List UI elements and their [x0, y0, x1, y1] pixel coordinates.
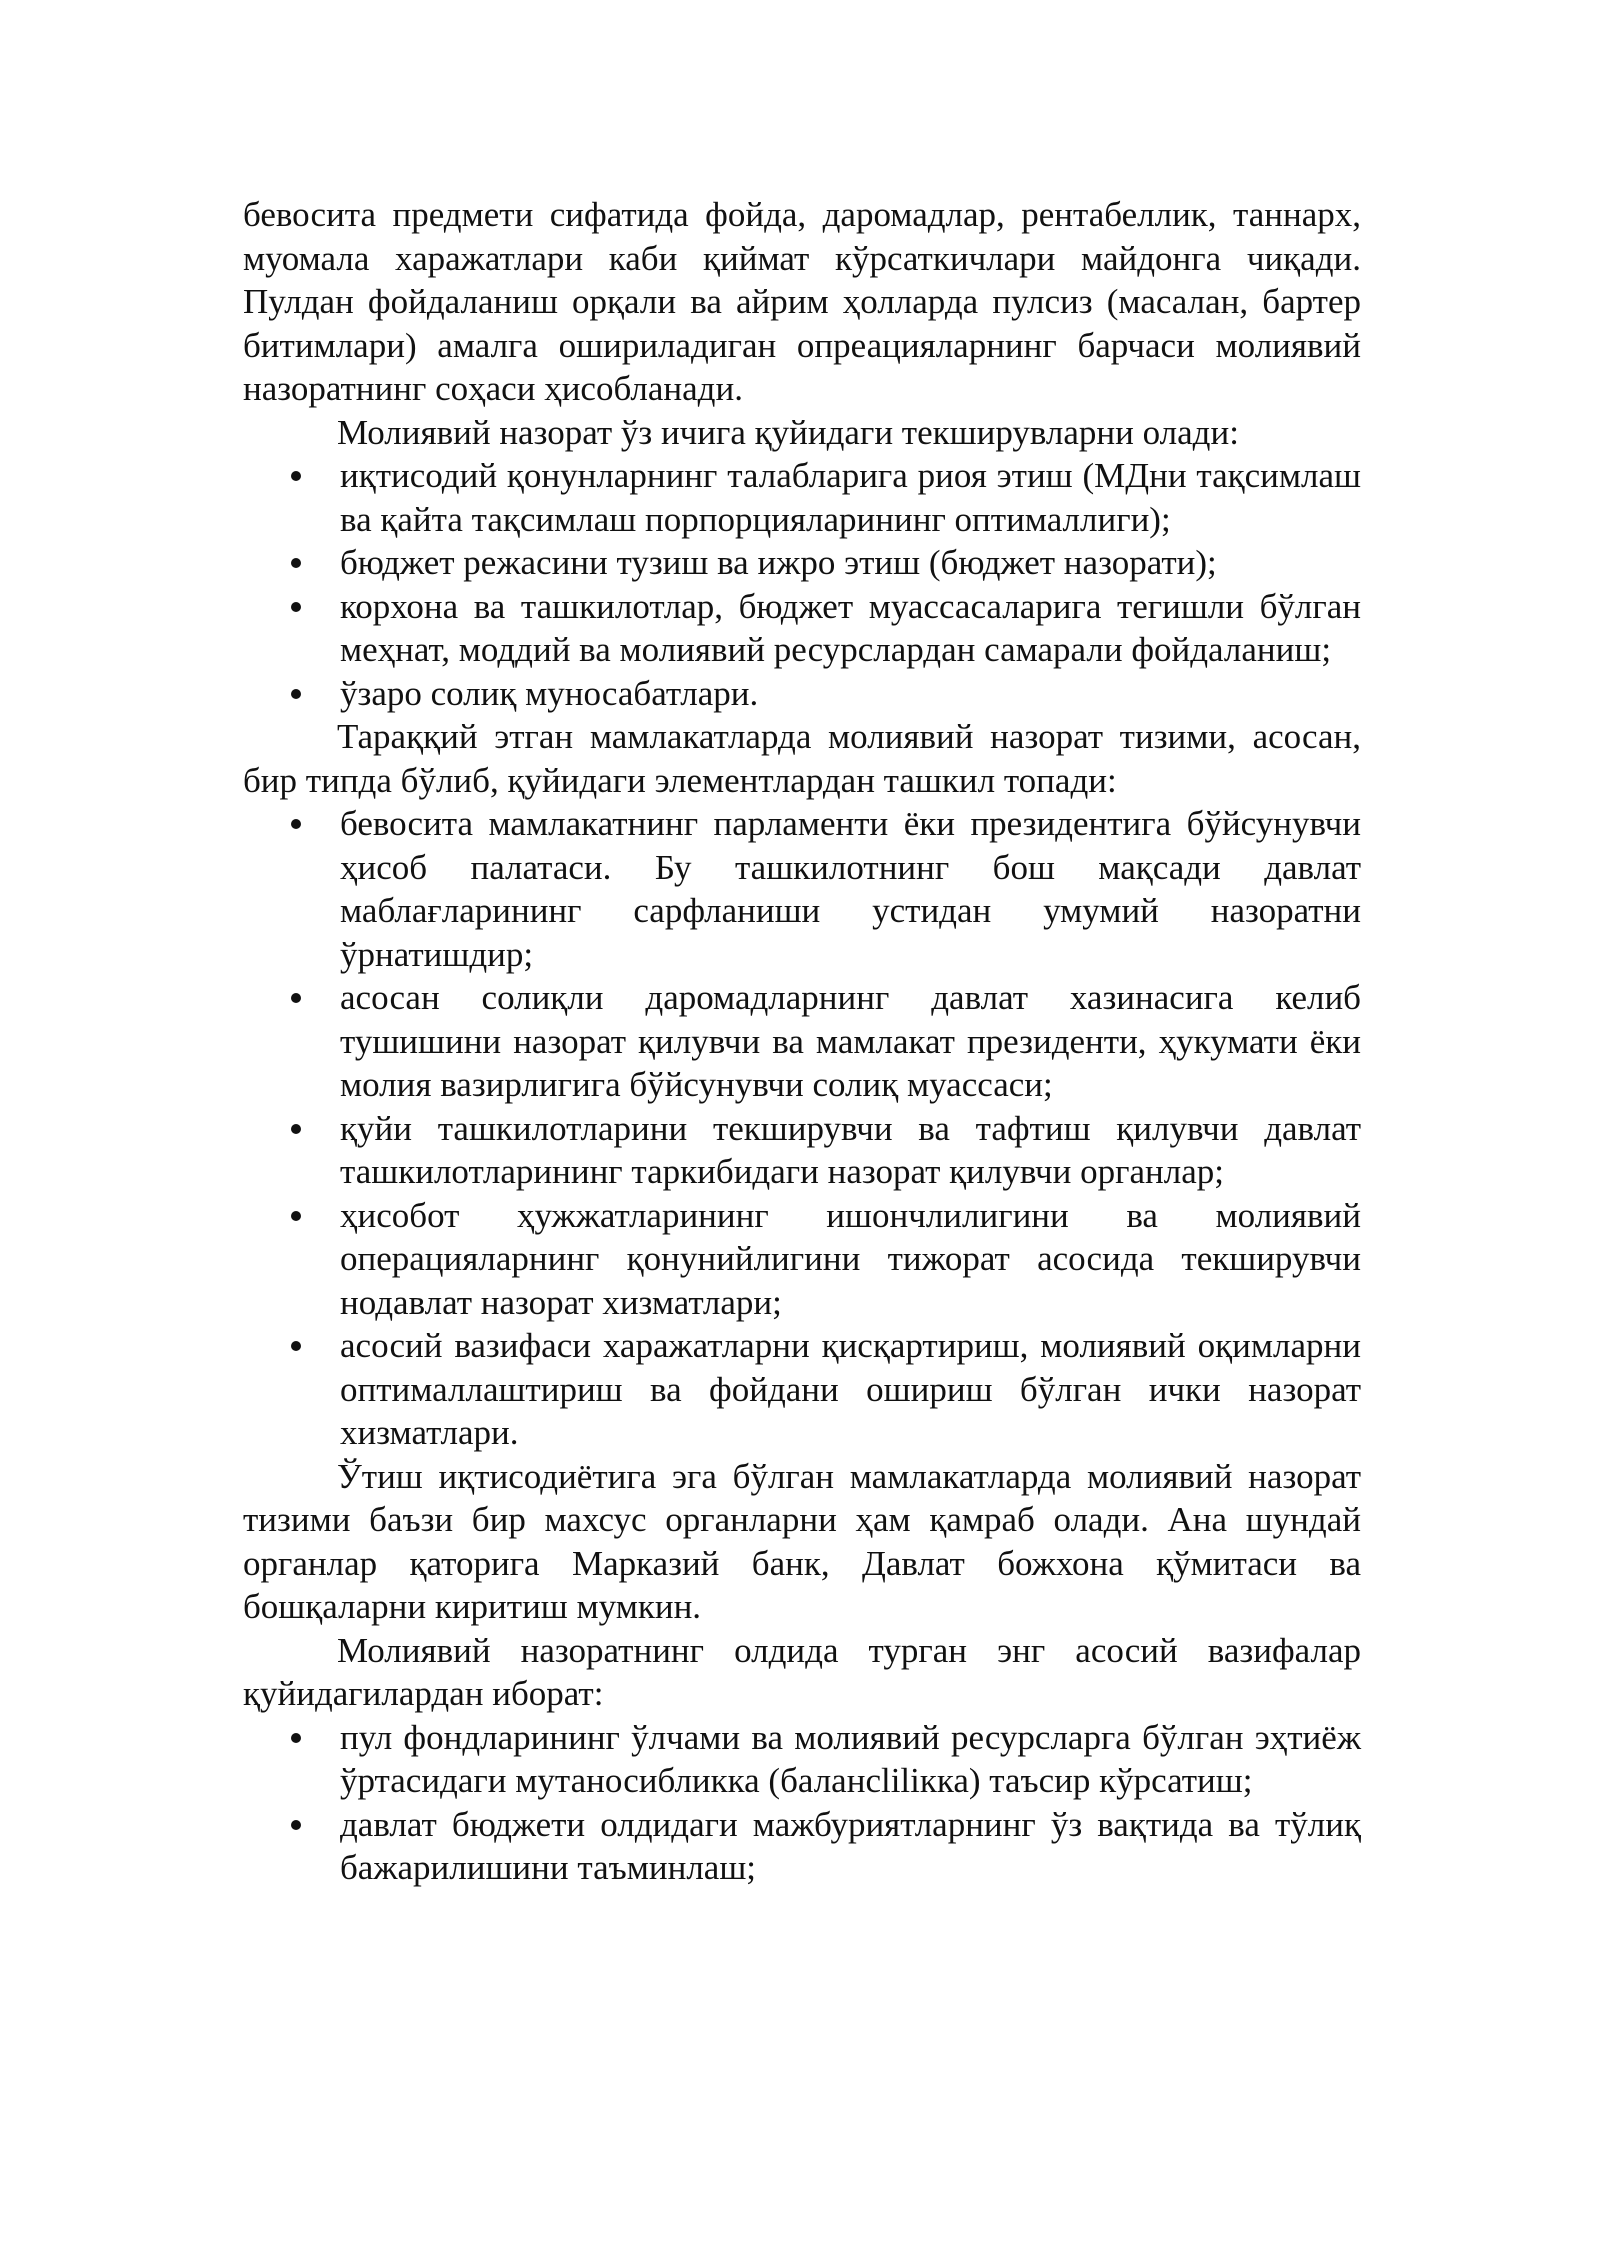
bullet-icon [291, 471, 301, 481]
bullet-icon [291, 1733, 301, 1743]
list-item [243, 585, 1361, 672]
list-control-checks [243, 454, 1361, 715]
paragraph-developed-countries: Тараққий этган мамлакатларда молиявий назорат тизими, асосан, бир типда бўлиб, қуйидаги элементлардан ташкил топади: [243, 717, 1361, 800]
list-item-text: бюджет режасини тузиш ва ижро этиш (бюджет назорати); [340, 543, 1217, 582]
list-item-text: ҳисобот ҳужжатларининг ишончлилигини ва молиявий операцияларнинг қонунийлигини тижорат асосида текширувчи нодавлат назорат хизматлари; [340, 1195, 1361, 1322]
list-item-text: иқтисодий қонунларнинг талабларига риоя этиш (МДни тақсимлаш ва қайта тақсимлаш порпорцияларининг оптималлиги); [340, 456, 1361, 539]
bullet-icon [291, 1211, 301, 1221]
list-item [243, 1107, 1361, 1194]
list-item [243, 1194, 1361, 1325]
paragraph-main-tasks: Молиявий назоратнинг олдида турган энг асосий вазифалар қуйидагилардан иборат: [243, 1630, 1361, 1713]
list-item-text: корхона ва ташкилотлар, бюджет муассасаларига тегишли бўлган меҳнат, моддий ва молиявий ресурслардан самарали фойдаланиш; [340, 586, 1361, 669]
list-item [243, 802, 1361, 976]
list-control-elements [243, 802, 1361, 1455]
bullet-icon [291, 1820, 301, 1830]
list-item-text: ўзаро солиқ муносабатлари. [340, 673, 759, 713]
bullet-icon [291, 819, 301, 829]
list-main-tasks [243, 1716, 1361, 1890]
list-item-text: қуйи ташкилотларини текширувчи ва тафтиш қилувчи давлат ташкилотларининг таркибидаги назорат қилувчи органлар; [340, 1108, 1361, 1191]
list-item [243, 1324, 1361, 1455]
list-item [243, 1803, 1361, 1890]
bullet-icon [291, 1124, 301, 1134]
list-item [243, 541, 1361, 585]
paragraph-transition-economies: Ўтиш иқтисодиётига эга бўлган мамлакатларда молиявий назорат тизими баъзи бир махсус органларни ҳам қамраб олади. Ана шундай органлар қаторига Марказий банк, Давлат божхона қўмитаси ва бошқаларни киритиш мумкин. [243, 1456, 1361, 1626]
paragraph-control-includes: Молиявий назорат ўз ичига қуйидаги текширувларни олади: [337, 412, 1239, 452]
bullet-icon [291, 993, 301, 1003]
list-item-text: пул фондларининг ўлчами ва молиявий ресурсларга бўлган эҳтиёж ўртасидаги мутаносибликка (балансliliкка) таъсир кўрсатиш; [340, 1717, 1361, 1800]
bullet-icon [291, 558, 301, 568]
list-item-text: асосий вазифаси харажатларни қисқартириш, молиявий оқимларни оптималлаштириш ва фойдани ошириш бўлган ички назорат хизматлари. [340, 1326, 1361, 1452]
bullet-icon [291, 689, 301, 699]
list-item [243, 976, 1361, 1107]
list-item [243, 672, 1361, 716]
list-item-text: давлат бюджети олдидаги мажбуриятларнинг ўз вақтида ва тўлиқ бажарилишини таъминлаш; [340, 1804, 1361, 1887]
document-body [243, 193, 1361, 1890]
bullet-icon [291, 1341, 301, 1351]
list-item [243, 454, 1361, 541]
bullet-icon [291, 602, 301, 612]
list-item [243, 1716, 1361, 1803]
list-item-text: асосан солиқли даромадларнинг давлат хазинасига келиб тушишини назорат қилувчи ва мамлакат президенти, ҳукумати ёки молия вазирлигига бўйсунувчи солиқ муассаси; [340, 978, 1361, 1104]
list-item-text: бевосита мамлакатнинг парламенти ёки президентига бўйсунувчи ҳисоб палатаси. Бу ташкилотнинг бош мақсади давлат маблағларининг сарфланиши устидан умумий назоратни ўрнатишдир; [340, 804, 1361, 974]
paragraph-intro: бевосита предмети сифатида фойда, даромадлар, рентабеллик, таннарх, муомала харажатлари каби қиймат кўрсаткичлари майдонга чиқади. Пулдан фойдаланиш орқали ва айрим ҳолларда пулсиз (масалан, бартер битимлари) амалга ошириладиган опреацияларнинг барчаси молиявий назоратнинг соҳаси ҳисобланади. [243, 195, 1361, 408]
